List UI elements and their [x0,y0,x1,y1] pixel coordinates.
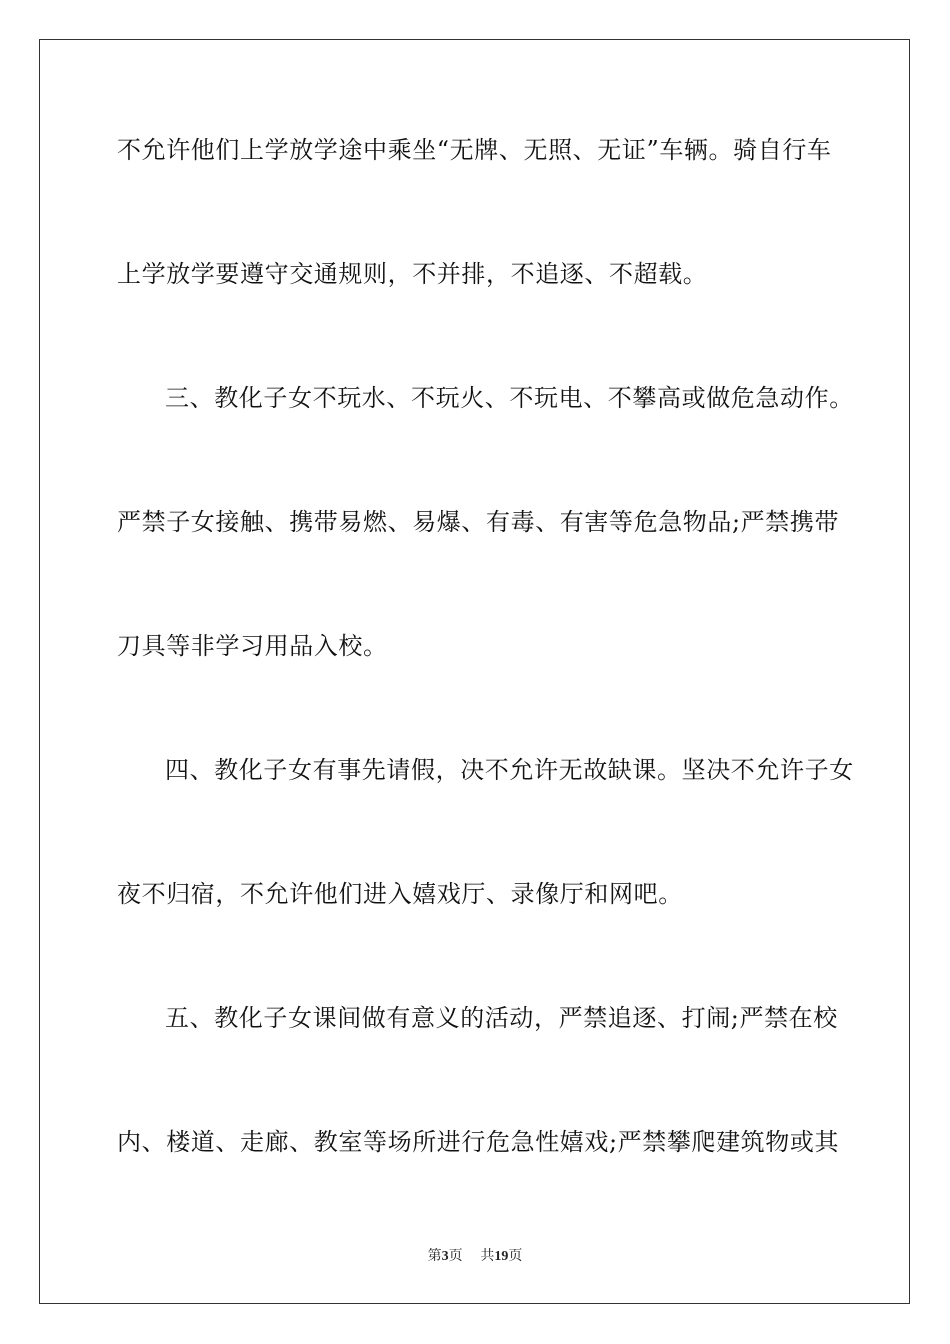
paragraph-heading-5: 五、教化子女课间做有意义的活动，严禁追逐、打闹;严禁在校 [165,1004,838,1032]
page-footer [0,1247,950,1266]
page-frame [39,39,910,1304]
total-prefix: 共 [480,1248,495,1264]
text-line: 上学放学要遵守交通规则，不并排，不追逐、不超载。 [117,260,708,288]
text-line: 不允许他们上学放学途中乘坐“无牌、无照、无证”车辆。骑自行车 [117,136,832,164]
text-line: 夜不归宿，不允许他们进入嬉戏厅、录像厅和网吧。 [117,880,683,908]
page-prefix: 第 [427,1248,442,1264]
text-line: 严禁子女接触、携带易燃、易爆、有毒、有害等危急物品;严禁携带 [117,508,840,536]
page-suffix: 页 [448,1248,463,1264]
paragraph-heading-3: 三、教化子女不玩水、不玩火、不玩电、不攀高或做危急动作。 [165,384,854,412]
text-line: 刀具等非学习用品入校。 [117,632,388,660]
total-suffix: 页 [508,1248,523,1264]
text-line: 内、楼道、走廊、教室等场所进行危急性嬉戏;严禁攀爬建筑物或其 [117,1128,840,1156]
page-total: 19 [494,1249,509,1264]
paragraph-heading-4: 四、教化子女有事先请假，决不允许无故缺课。坚决不允许子女 [165,756,854,784]
page-current: 3 [441,1249,449,1264]
